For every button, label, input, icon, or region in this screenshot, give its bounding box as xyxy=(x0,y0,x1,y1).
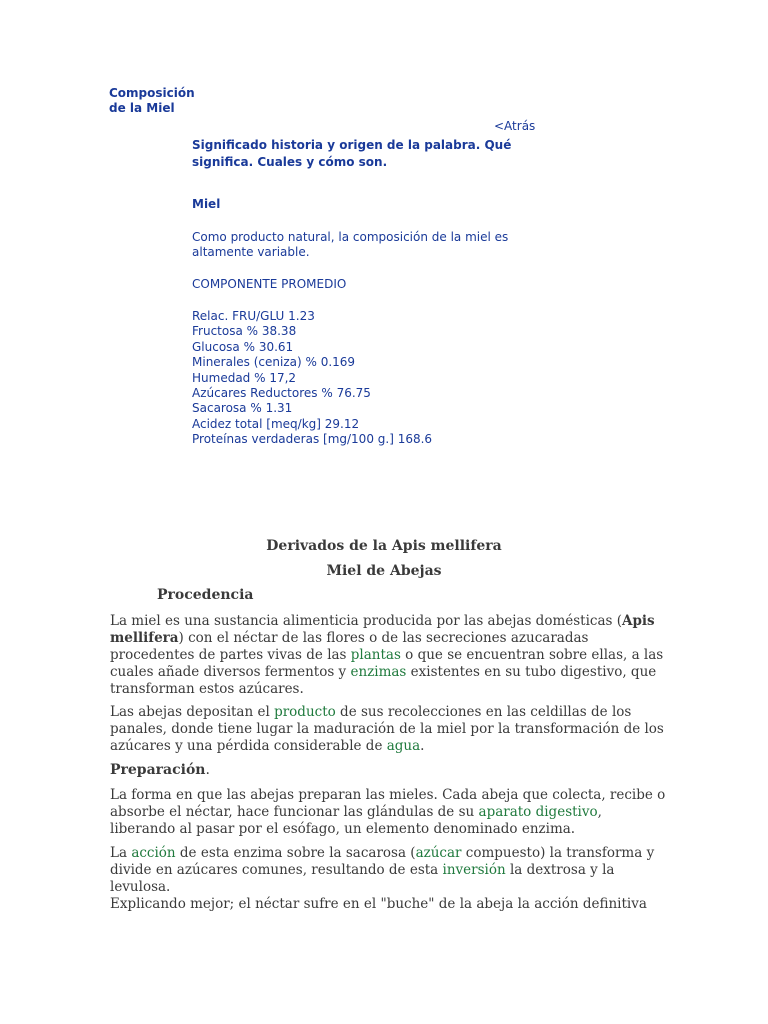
text: La xyxy=(110,845,132,861)
component-item: Relac. FRU/GLU 1.23 xyxy=(192,309,315,323)
component-item: Humedad % 17,2 xyxy=(192,370,297,385)
text: absorbe el néctar, hace funcionar las glándulas de su xyxy=(110,804,479,820)
link-agua[interactable]: agua xyxy=(386,738,421,754)
text: . xyxy=(420,738,425,754)
component-item: Sacarosa % 1.31 xyxy=(192,401,293,416)
section-title: Miel xyxy=(192,197,221,211)
article-subheading: Miel de Abejas xyxy=(326,563,442,579)
text: . xyxy=(205,762,210,778)
section-heading-preparacion xyxy=(110,762,210,779)
text: divide en azúcares comunes, resultando de esta xyxy=(110,862,443,878)
species-name-bold: mellifera xyxy=(110,630,179,646)
text: procedentes de partes vivas de las xyxy=(110,647,351,663)
text: transforman estos azúcares. xyxy=(110,681,304,697)
component-item: Proteínas verdaderas [mg/100 g.] 168.6 xyxy=(192,432,433,447)
link-aparato-digestivo[interactable]: aparato digestivo xyxy=(478,804,598,820)
heading-text: Preparación xyxy=(110,762,206,778)
component-item: Glucosa % 30.61 xyxy=(192,339,294,354)
link-accion[interactable]: acción xyxy=(131,845,176,861)
text: existentes en su tubo digestivo, que xyxy=(406,664,657,680)
text: , xyxy=(597,804,602,820)
text: ) con el néctar de las flores o de las secreciones azucaradas xyxy=(178,630,589,646)
section-description xyxy=(192,230,508,260)
text: la dextrosa y la xyxy=(505,862,615,878)
text: Las abejas depositan el xyxy=(110,704,275,720)
subtitle-line2: significa. Cuales y cómo son. xyxy=(192,155,388,169)
description-line1: Como producto natural, la composición de la miel es xyxy=(192,230,509,244)
text: La forma en que las abejas preparan las mieles. Cada abeja que colecta, recibe o xyxy=(110,787,666,803)
text: de esta enzima sobre la sacarosa ( xyxy=(175,845,416,861)
text: liberando al pasar por el esófago, un elemento denominado enzima. xyxy=(110,821,576,837)
component-item: Fructosa % 38.38 xyxy=(192,324,297,339)
text: cuales añade diversos fermentos y xyxy=(110,664,351,680)
paragraph-preparacion xyxy=(110,787,670,838)
text: panales, donde tiene lugar la maduración de la miel por la transformación de los xyxy=(110,721,664,737)
paragraph-procedencia xyxy=(110,613,670,698)
text: La miel es una sustancia alimenticia producida por las abejas domésticas ( xyxy=(110,613,623,629)
text: de sus recolecciones en las celdillas de los xyxy=(335,704,632,720)
subtitle xyxy=(192,137,511,171)
subtitle-line1: Significado historia y origen de la palabra. Qué xyxy=(192,138,512,152)
page-title-line2: de la Miel xyxy=(109,101,175,115)
page-title xyxy=(109,86,195,116)
link-producto[interactable]: producto xyxy=(274,704,336,720)
text: o que se encuentran sobre ellas, a las xyxy=(400,647,664,663)
page-title-line1: Composición xyxy=(109,86,195,100)
component-table-title: COMPONENTE PROMEDIO xyxy=(192,277,347,291)
text: compuesto) la transforma y xyxy=(461,845,655,861)
link-enzimas[interactable]: enzimas xyxy=(350,664,407,680)
text: Explicando mejor; el néctar sufre en el "buche" de la abeja la acción definitiva xyxy=(110,896,647,912)
component-item: Minerales (ceniza) % 0.169 xyxy=(192,355,356,370)
link-plantas[interactable]: plantas xyxy=(350,647,401,663)
component-item: Acidez total [meq/kg] 29.12 xyxy=(192,416,360,431)
link-azucar[interactable]: azúcar xyxy=(415,845,462,861)
article-heading: Derivados de la Apis mellifera xyxy=(266,538,502,554)
component-list xyxy=(192,309,432,448)
description-line2: altamente variable. xyxy=(192,245,310,259)
component-item: Azúcares Reductores % 76.75 xyxy=(192,386,371,401)
text: azúcares y una pérdida considerable de xyxy=(110,738,387,754)
back-link[interactable]: <Atrás xyxy=(494,119,536,133)
link-inversion[interactable]: inversión xyxy=(442,862,506,878)
section-heading-procedencia: Procedencia xyxy=(157,587,254,603)
paragraph-accion xyxy=(110,845,670,913)
species-name-bold: Apis xyxy=(622,613,655,629)
paragraph-depositan xyxy=(110,704,670,755)
text: levulosa. xyxy=(110,879,171,895)
